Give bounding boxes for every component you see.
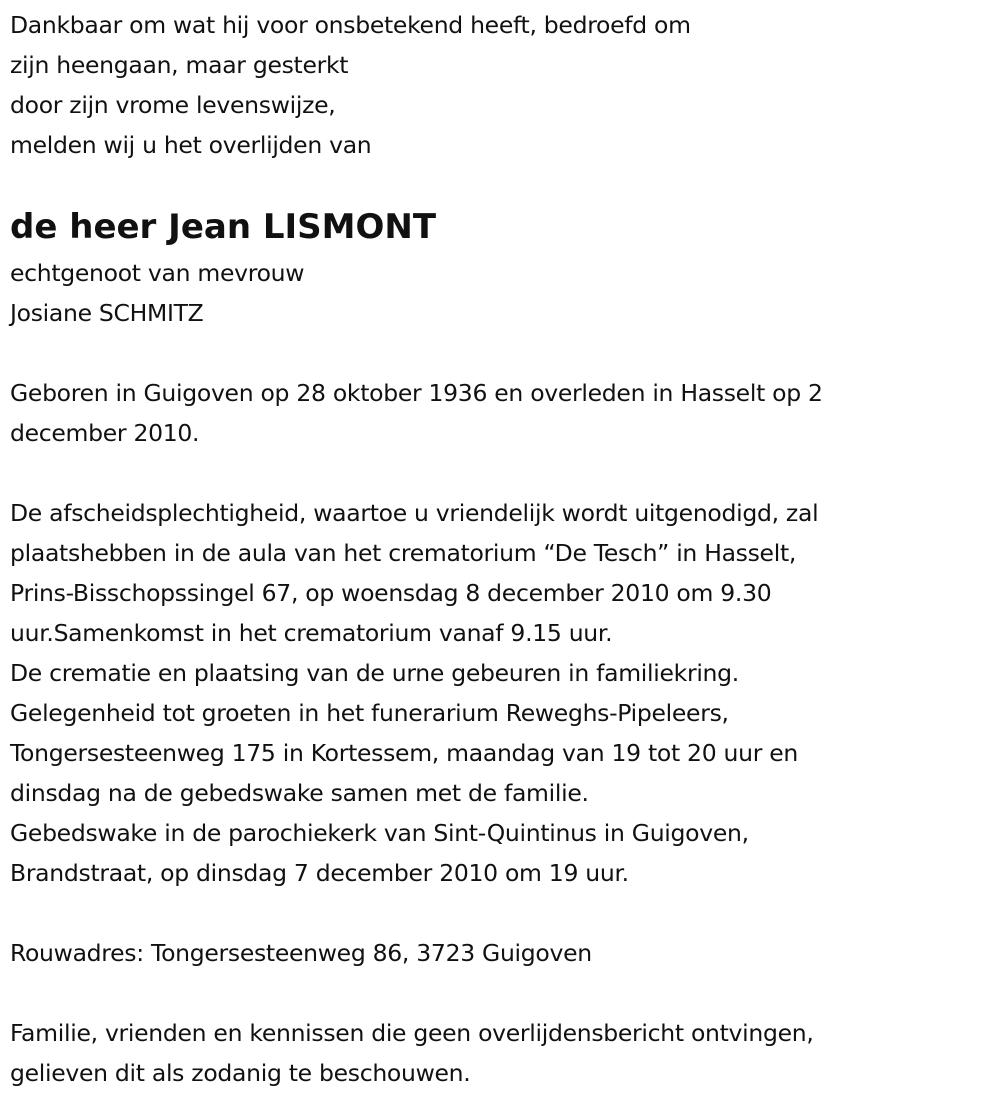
spouse-line: echtgenoot van mevrouw: [10, 259, 305, 287]
ceremony-line: Tongersesteenweg 175 in Kortessem, maandag van 19 tot 20 uur en: [10, 739, 799, 767]
intro-text: [10, 5, 995, 165]
ceremony-line: uur.Samenkomst in het crematorium vanaf 9.15 uur.: [10, 619, 613, 647]
ceremony-line: De afscheidsplechtigheid, waartoe u vriendelijk wordt uitgenodigd, zal: [10, 499, 819, 527]
intro-line: melden wij u het overlijden van: [10, 131, 372, 159]
closing-line: gelieven dit als zodanig te beschouwen.: [10, 1059, 471, 1087]
intro-line: zijn heengaan, maar gesterkt: [10, 51, 349, 79]
intro-line: Dankbaar om wat hij voor onsbetekend heeft, bedroefd om: [10, 11, 691, 39]
mourning-address: [10, 933, 995, 973]
ceremony-line: Gebedswake in de parochiekerk van Sint-Quintinus in Guigoven,: [10, 819, 749, 847]
obituary-notice: [10, 5, 995, 1093]
ceremony-line: De crematie en plaatsing van de urne gebeuren in familiekring.: [10, 659, 739, 687]
birth-death-line: Geboren in Guigoven op 28 oktober 1936 en overleden in Hasselt op 2: [10, 379, 823, 407]
ceremony-line: Prins-Bisschopssingel 67, op woensdag 8 december 2010 om 9.30: [10, 579, 772, 607]
ceremony-line: plaatshebben in de aula van het crematorium “De Tesch” in Hasselt,: [10, 539, 797, 567]
ceremony-line: Brandstraat, op dinsdag 7 december 2010 om 19 uur.: [10, 859, 629, 887]
ceremony-text: [10, 493, 995, 893]
closing-text: [10, 1013, 995, 1093]
closing-line: Familie, vrienden en kennissen die geen overlijdensbericht ontvingen,: [10, 1019, 814, 1047]
deceased-name: de heer Jean LISMONT: [10, 207, 437, 247]
ceremony-line: dinsdag na de gebedswake samen met de familie.: [10, 779, 589, 807]
birth-death-text: [10, 373, 995, 453]
spouse-text: [10, 253, 995, 333]
intro-line: door zijn vrome levenswijze,: [10, 91, 336, 119]
spouse-line: Josiane SCHMITZ: [10, 299, 204, 327]
ceremony-line: Gelegenheid tot groeten in het funerarium Reweghs-Pipeleers,: [10, 699, 729, 727]
birth-death-line: december 2010.: [10, 419, 200, 447]
address-line: Rouwadres: Tongersesteenweg 86, 3723 Guigoven: [10, 939, 592, 967]
